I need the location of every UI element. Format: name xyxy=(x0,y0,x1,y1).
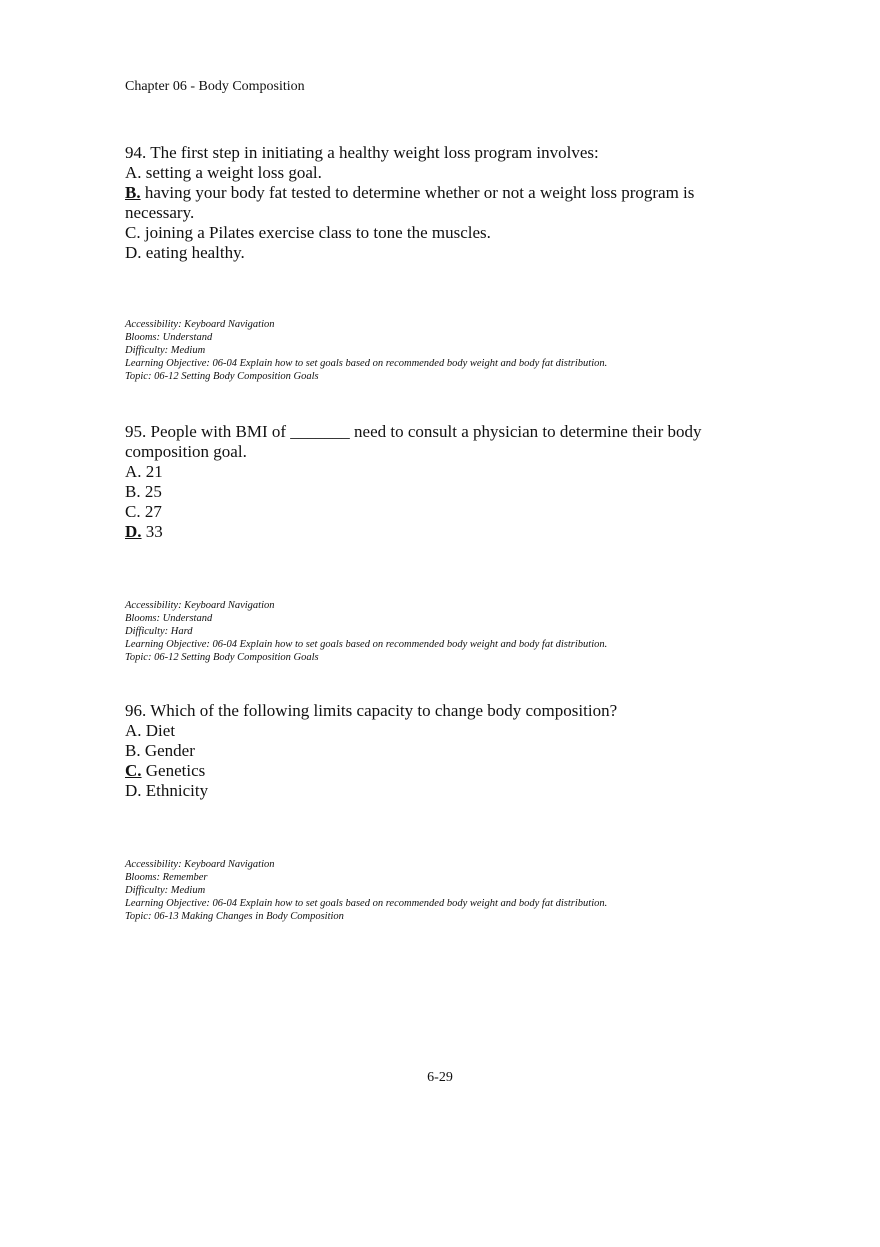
meta-topic: Topic: 06-13 Making Changes in Body Composition xyxy=(125,911,344,922)
option-c: C. 27 xyxy=(125,502,162,521)
meta-objective: Learning Objective: 06-04 Explain how to set goals based on recommended body weight and body fat distribution. xyxy=(125,639,608,650)
meta-objective: Learning Objective: 06-04 Explain how to set goals based on recommended body weight and body fat distribution. xyxy=(125,898,608,909)
meta-blooms: Blooms: Understand xyxy=(125,332,213,343)
question-stem: 94. The first step in initiating a healthy weight loss program involves: xyxy=(125,143,599,162)
meta-blooms: Blooms: Remember xyxy=(125,872,208,883)
option-c-correct: C. Genetics xyxy=(125,761,206,780)
option-a: A. 21 xyxy=(125,462,163,481)
chapter-header: Chapter 06 - Body Composition xyxy=(125,79,305,94)
page-number: 6-29 xyxy=(427,1070,453,1085)
meta-accessibility: Accessibility: Keyboard Navigation xyxy=(125,319,275,330)
question-96-metadata xyxy=(125,858,607,923)
option-b: B. Gender xyxy=(125,741,195,760)
option-a: A. Diet xyxy=(125,721,176,740)
question-94 xyxy=(125,143,745,263)
meta-accessibility: Accessibility: Keyboard Navigation xyxy=(125,600,275,611)
question-95-metadata xyxy=(125,599,607,664)
meta-topic: Topic: 06-12 Setting Body Composition Goals xyxy=(125,652,319,663)
question-94-metadata xyxy=(125,318,607,383)
option-d: D. eating healthy. xyxy=(125,243,245,262)
meta-difficulty: Difficulty: Hard xyxy=(125,626,193,637)
meta-objective: Learning Objective: 06-04 Explain how to set goals based on recommended body weight and body fat distribution. xyxy=(125,358,608,369)
question-stem: 96. Which of the following limits capacity to change body composition? xyxy=(125,701,618,720)
question-95 xyxy=(125,422,745,542)
option-c: C. joining a Pilates exercise class to tone the muscles. xyxy=(125,223,491,242)
option-a: A. setting a weight loss goal. xyxy=(125,163,322,182)
question-96 xyxy=(125,701,745,801)
meta-accessibility: Accessibility: Keyboard Navigation xyxy=(125,859,275,870)
meta-difficulty: Difficulty: Medium xyxy=(125,885,206,896)
meta-blooms: Blooms: Understand xyxy=(125,613,213,624)
option-b: B. 25 xyxy=(125,482,162,501)
option-d-correct: D. 33 xyxy=(125,522,163,541)
option-d: D. Ethnicity xyxy=(125,781,209,800)
meta-difficulty: Difficulty: Medium xyxy=(125,345,206,356)
option-b-correct: B. having your body fat tested to determine whether or not a weight loss program is necessary. xyxy=(125,183,695,222)
meta-topic: Topic: 06-12 Setting Body Composition Goals xyxy=(125,371,319,382)
question-stem: 95. People with BMI of _______ need to consult a physician to determine their body composition goal. xyxy=(125,422,702,461)
